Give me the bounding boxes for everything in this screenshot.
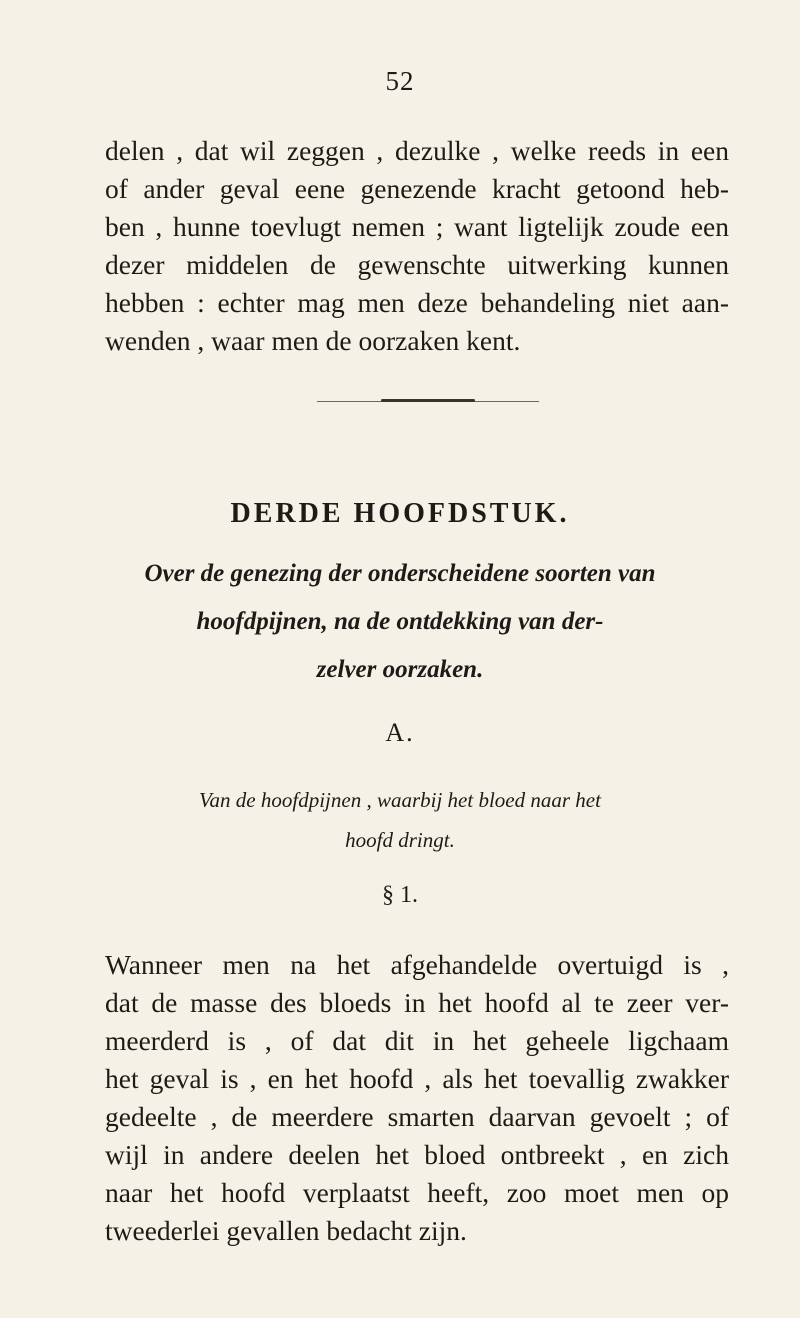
chapter-subtitle-line: hoofdpijnen, na de ontdekking van der- [196, 608, 604, 635]
text-line: naar het hoofd verplaatst heeft, zoo moet men op [105, 1177, 729, 1208]
text-line: wenden , waar men de oorzaken kent. [105, 325, 521, 356]
text-line: ben , hunne toevlugt nemen ; want ligtelijk zoude een [105, 211, 729, 242]
text-line: meerderd is , of dat dit in het geheele ligchaam [105, 1025, 729, 1056]
chapter-subtitle-line: zelver oorzaken. [316, 656, 484, 683]
text-line: dezer middelen de gewenschte uitwerking kunnen [105, 249, 729, 280]
text-line: dat de masse des bloeds in het hoofd al te zeer ver- [105, 987, 729, 1018]
chapter-title: DERDE HOOFDSTUK. [230, 498, 570, 529]
text-line: Wanneer men na het afgehandelde overtuigd is , [105, 949, 729, 980]
chapter-subtitle-line: Over de genezing der onderscheidene soorten van [144, 560, 656, 587]
text-line: het geval is , en het hoofd , als het toevallig zwakker [105, 1063, 729, 1094]
body-paragraph [105, 946, 729, 1250]
text-line: hebben : echter mag men deze behandeling niet aan- [105, 287, 729, 318]
paragraph-mark: § 1. [382, 882, 418, 908]
section-divider-ornament [381, 399, 475, 402]
text-line: delen , dat wil zeggen , dezulke , welke reeds in een [105, 135, 729, 166]
page-number: 52 [385, 66, 415, 96]
text-line: gedeelte , de meerdere smarten daarvan gevoelt ; of [105, 1101, 729, 1132]
text-line: wijl in andere deelen het bloed ontbreekt , en zich [105, 1139, 729, 1170]
section-subtitle-line: Van de hoofdpijnen , waarbij het bloed naar het [199, 788, 601, 812]
section-subtitle-line: hoofd dringt. [345, 828, 455, 852]
text-line: of ander geval eene genezende kracht getoond heb- [105, 173, 729, 204]
section-letter: A. [385, 718, 415, 747]
text-line: tweederlei gevallen bedacht zijn. [105, 1215, 467, 1246]
intro-paragraph [105, 132, 729, 360]
